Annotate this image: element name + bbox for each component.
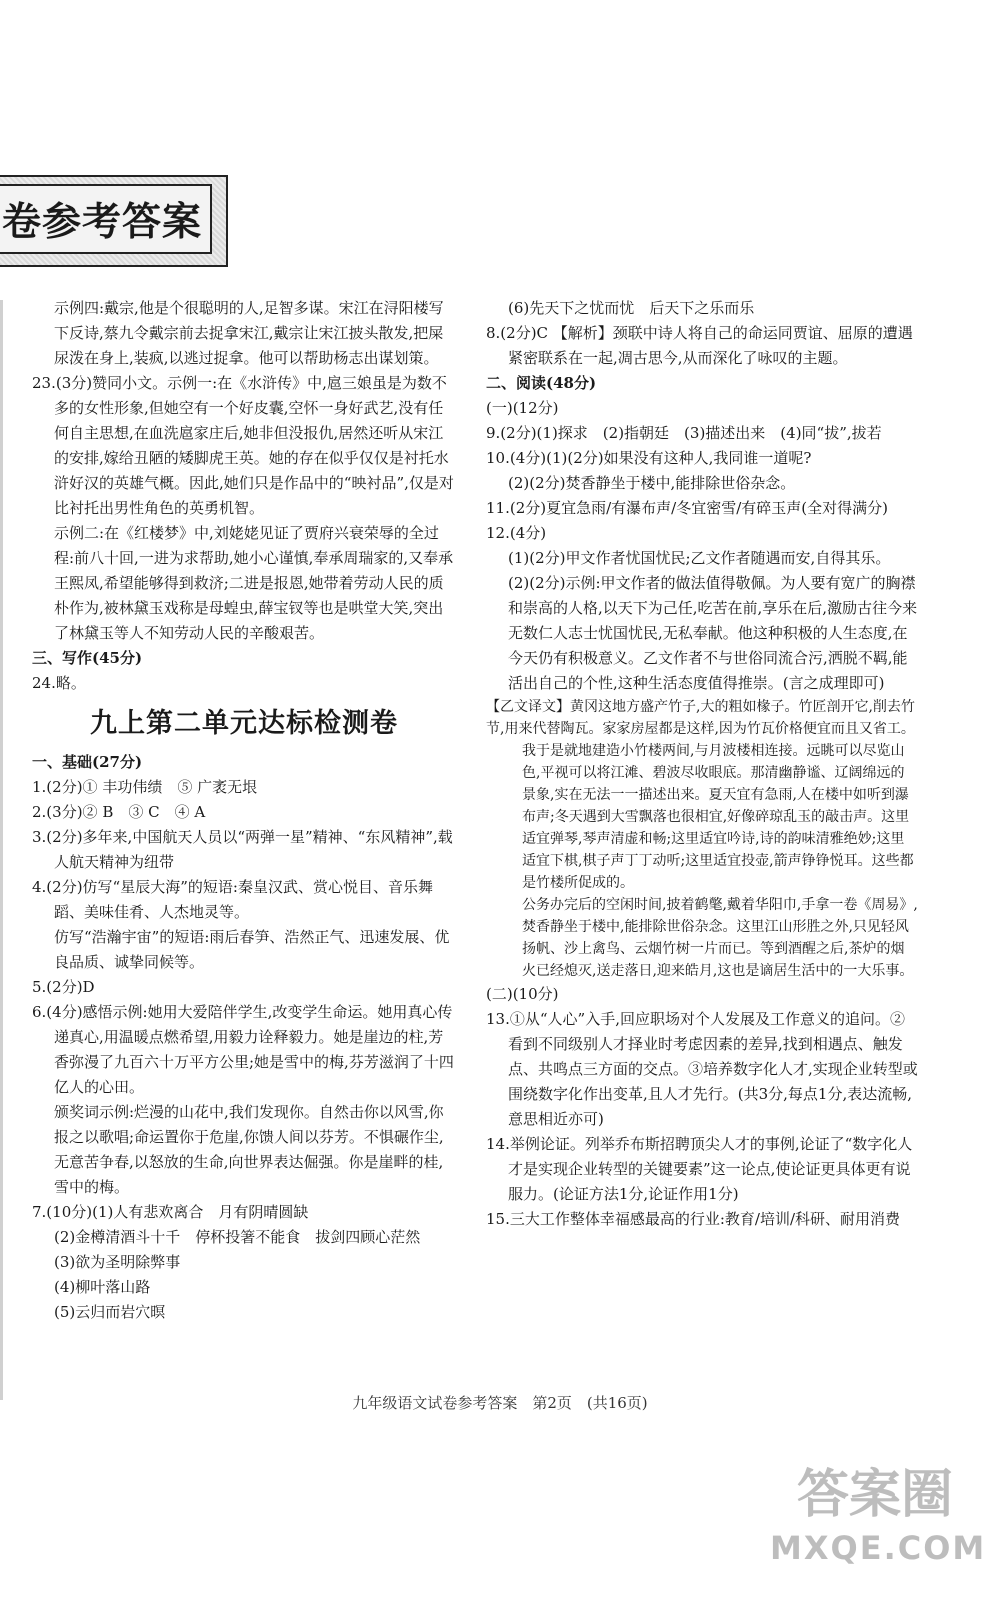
right-paragraph: (2)(2分)示例:甲文作者的做法值得敬佩。为人要有宽广的胸襟和崇高的人格,以天下为己任,吃苦在前,享乐在后,激励古往今来无数仁人志士忧国忧民,无私奉献。他这种积极的人生态度,在今天仍有积极意义。乙文作者不与世俗同流合污,洒脱不羁,能活出自己的个性,这种生活态度值得推崇。(言之成理即可) (508, 574, 918, 692)
left-paragraph: 颁奖词示例:烂漫的山花中,我们发现你。自然击你以风雪,你报之以歌唱;命运置你于危崖,你馈人间以芬芳。不惧碾作尘,无意苦争春,以怒放的生命,向世界表达倔强。你是崖畔的桂,雪中的梅。 (54, 1103, 444, 1196)
left-paragraph: 3.(2分)多年来,中国航天人员以“两弹一星”精神、“东风精神”,载人航天精神为纽带 (32, 828, 453, 871)
right-column (486, 296, 918, 1232)
right-paragraph: (6)先天下之忧而忧 后天下之乐而乐 (508, 299, 755, 317)
right-paragraph: 15.三大工作整体幸福感最高的行业:教育/培训/科研、耐用消费 (486, 1210, 901, 1228)
left-paragraph: 1.(2分)① 丰功伟绩 ⑤ 广袤无垠 (32, 778, 258, 796)
right-paragraph: 9.(2分)(1)探求 (2)指朝廷 (3)描述出来 (4)同“拔”,拔若 (486, 424, 882, 442)
left-paragraph: (5)云归而岩穴暝 (54, 1303, 166, 1321)
left-paragraph: 5.(2分)D (32, 978, 95, 996)
left-paragraph: 24.略。 (32, 674, 86, 692)
right-paragraph: 公务办完后的空闲时间,披着鹤氅,戴着华阳巾,手拿一卷《周易》,焚香静坐于楼中,能排除世俗杂念。这里江山形胜之外,只见轻风扬帆、沙上禽鸟、云烟竹树一片而已。等到酒醒之后,茶炉的烟火已经熄灭,送走落日,迎来皓月,这也是谪居生活中的一大乐事。 (522, 897, 918, 979)
right-paragraph: 13.①从“人心”入手,回应职场对个人发展及工作意义的追问。②看到不同级别人才择业时考虑因素的差异,找到相遇点、触发点、共鸣点三方面的交点。③培养数字化人才,实现企业转型或围绕数字化作出变革,且人才先行。(共3分,每点1分,表达流畅,意思相近亦可) (486, 1010, 918, 1128)
left-paragraph: 23.(3分)赞同小文。示例一:在《水浒传》中,扈三娘虽是为数不多的女性形象,但她空有一个好皮囊,空怀一身好武艺,没有任何自主思想,在血洗扈家庄后,她非但没报仇,居然还听从宋江的安排,嫁给丑陋的矮脚虎王英。她的存在似乎仅仅是衬托水浒好汉的英雄气概。因此,她们只是作品中的“映衬品”,仅是对比衬托出男性角色的英勇机智。 (32, 374, 454, 517)
watermark-logo (770, 1462, 987, 1582)
right-paragraph: (一)(12分) (486, 399, 559, 417)
left-paragraph: 2.(3分)② B ③ C ④ A (32, 803, 206, 821)
right-paragraph: 8.(2分)C 【解析】颈联中诗人将自己的命运同贾谊、屈原的遭遇紧密联系在一起,凋古思今,从而深化了咏叹的主题。 (486, 324, 913, 367)
left-paragraph: 仿写“浩瀚宇宙”的短语:雨后春笋、浩然正气、迅速发展、优良品质、诚挚同候等。 (54, 928, 450, 971)
left-paragraph: 九上第二单元达标检测卷 (90, 708, 398, 739)
right-paragraph: 10.(4分)(1)(2分)如果没有这种人,我同谁一道呢? (486, 449, 812, 467)
left-paragraph: 6.(4分)感悟示例:她用大爱陪伴学生,改变学生命运。她用真心传递真心,用温暖点燃希望,用毅力诠释毅力。她是崖边的柱,芳香弥漫了九百六十万平方公里;她是雪中的梅,芬芳滋润了十四亿人的心田。 (32, 1003, 454, 1096)
title-banner (0, 175, 228, 267)
right-paragraph: (2)(2分)焚香静坐于楼中,能排除世俗杂念。 (508, 474, 796, 492)
right-paragraph: 12.(4分) (486, 524, 547, 542)
right-paragraph: 我于是就地建造小竹楼两间,与月波楼相连接。远眺可以尽览山色,平视可以将江滩、碧波尽收眼底。那清幽静谧、辽阔绵远的景象,实在无法一一描述出来。夏天宜有急雨,人在楼中如听到瀑布声;冬天遇到大雪飘落也很相宜,好像碎琼乱玉的敲击声。这里适宜弹琴,琴声清虚和畅;这里适宜吟诗,诗的韵味清雅绝妙;这里适宜下棋,棋子声丁丁动听;这里适宜投壶,箭声铮铮悦耳。这些都是竹楼所促成的。 (522, 743, 914, 891)
left-paragraph: (4)柳叶落山路 (54, 1278, 151, 1296)
left-paragraph: 示例二:在《红楼梦》中,刘姥姥见证了贾府兴衰荣辱的全过程:前八十回,一进为求帮助,她小心谨慎,奉承周瑞家的,又奉承王熙凤,希望能够得到救济;二进是报恩,她带着劳动人民的质朴作为,被林黛玉戏称是母蝗虫,薛宝钗等也是哄堂大笑,突出了林黛玉等人不知劳动人民的辛酸艰苦。 (54, 524, 454, 642)
left-paragraph: (3)欲为圣明除弊事 (54, 1253, 181, 1271)
right-paragraph: 【乙文译文】黄冈这地方盛产竹子,大的粗如椽子。竹匠剖开它,削去竹节,用来代替陶瓦。家家房屋都是这样,因为竹瓦价格便宜而且又省工。 (486, 699, 915, 737)
right-paragraph: (1)(2分)甲文作者忧国忧民;乙文作者随遇而安,自得其乐。 (508, 549, 891, 567)
right-paragraph: 11.(2分)夏宜急雨/有瀑布声/冬宜密雪/有碎玉声(全对得满分) (486, 499, 888, 517)
page-binding-edge (0, 300, 3, 1400)
left-paragraph: 7.(10分)(1)人有悲欢离合 月有阴晴圆缺 (32, 1203, 309, 1221)
watermark-url: MXQE.COM (770, 1529, 987, 1567)
right-paragraph: 二、阅读(48分) (486, 374, 597, 392)
watermark-title: 答案圈 (796, 1465, 953, 1525)
left-paragraph: 三、写作(45分) (32, 649, 143, 667)
left-paragraph: (2)金樽清酒斗十千 停杯投箸不能食 拔剑四顾心茫然 (54, 1228, 421, 1246)
banner-title: 卷参考答案 (0, 184, 212, 254)
left-paragraph: 一、基础(27分) (32, 753, 143, 771)
page-footer: 九年级语文试卷参考答案 第2页 (共16页) (352, 1394, 648, 1412)
right-paragraph: 14.举例论证。列举乔布斯招聘顶尖人才的事例,论证了“数字化人才是实现企业转型的关键要素”这一论点,使论证更具体更有说服力。(论证方法1分,论证作用1分) (486, 1135, 913, 1203)
left-paragraph: 4.(2分)仿写“星辰大海”的短语:秦皇汉武、赏心悦目、音乐舞蹈、美味佳肴、人杰地灵等。 (32, 878, 433, 921)
right-paragraph: (二)(10分) (486, 985, 559, 1003)
left-paragraph: 示例四:戴宗,他是个很聪明的人,足智多谋。宋江在浔阳楼写下反诗,蔡九令戴宗前去捉拿宋江,戴宗让宋江披头散发,把屎尿泼在身上,装疯,以逃过捉拿。他可以帮助杨志出谋划策。 (54, 299, 444, 367)
left-column (32, 296, 456, 1325)
